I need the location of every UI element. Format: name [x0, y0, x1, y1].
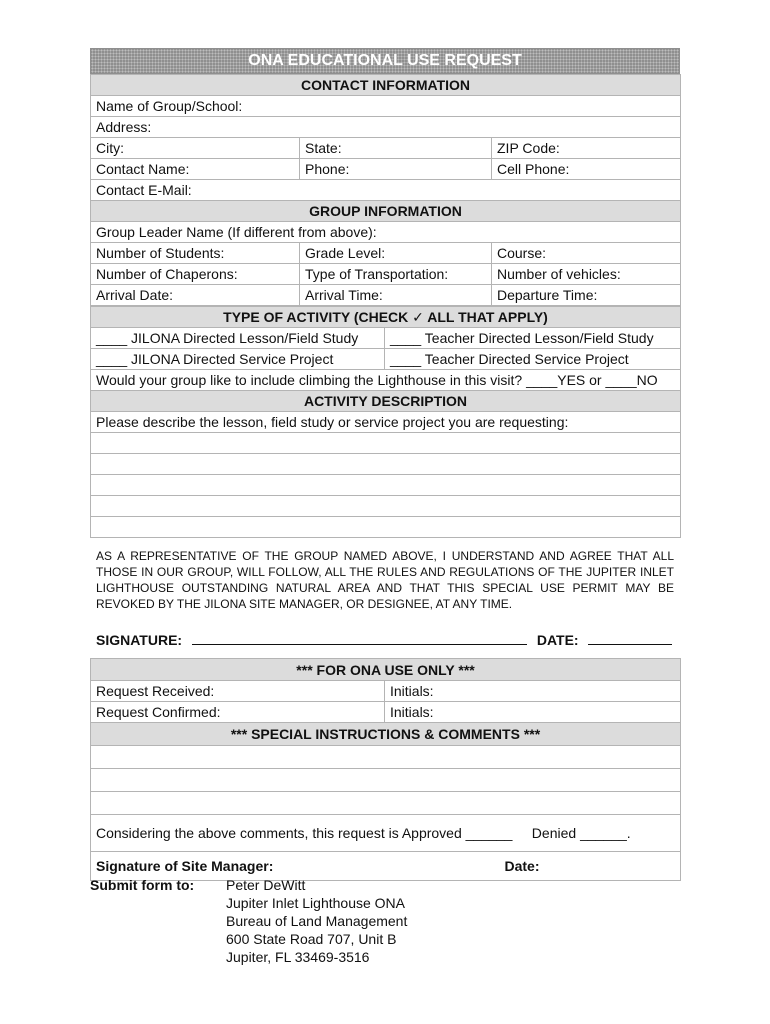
lighthouse-question[interactable]: Would your group like to include climbing the Lighthouse in this visit? ____YES or ____NO — [91, 370, 681, 391]
description-header: ACTIVITY DESCRIPTION — [91, 391, 681, 412]
signature-line[interactable] — [192, 630, 527, 645]
contact-name-field[interactable]: Contact Name: — [91, 159, 300, 180]
address-line: 600 State Road 707, Unit B — [226, 931, 397, 947]
description-line[interactable] — [91, 517, 681, 538]
zip-field[interactable]: ZIP Code: — [492, 138, 681, 159]
comments-line[interactable] — [91, 769, 681, 792]
site-manager-signature-field[interactable]: Signature of Site Manager: — [91, 852, 385, 881]
description-line[interactable] — [91, 496, 681, 517]
description-prompt: Please describe the lesson, field study or service project you are requesting: — [91, 412, 681, 433]
site-manager-date-field[interactable]: Date: — [385, 852, 681, 881]
description-line[interactable] — [91, 475, 681, 496]
description-line[interactable] — [91, 454, 681, 475]
request-form — [90, 48, 680, 538]
special-instructions-header: *** SPECIAL INSTRUCTIONS & COMMENTS *** — [91, 723, 681, 746]
form-table — [90, 74, 681, 306]
approval-row[interactable]: Considering the above comments, this request is Approved ______ Denied ______. — [91, 815, 681, 852]
description-line[interactable] — [91, 433, 681, 454]
comments-line[interactable] — [91, 792, 681, 815]
group-header: GROUP INFORMATION — [91, 201, 681, 222]
activity-header: TYPE OF ACTIVITY (CHECK ✓ ALL THAT APPLY) — [91, 307, 681, 328]
date-line[interactable] — [588, 630, 672, 645]
request-received-field[interactable]: Request Received: — [91, 681, 385, 702]
option-jilona-lesson[interactable]: ____ JILONA Directed Lesson/Field Study — [91, 328, 385, 349]
course-field[interactable]: Course: — [492, 243, 681, 264]
arrival-date-field[interactable]: Arrival Date: — [91, 285, 300, 306]
address-line: Peter DeWitt — [226, 877, 306, 893]
office-table — [90, 658, 681, 881]
agreement-text: AS A REPRESENTATIVE OF THE GROUP NAMED ABOVE, I UNDERSTAND AND AGREE THAT ALL THOSE IN OUR GROUP, WILL FOLLOW, ALL THE RULES AND REGULATIONS OF THE JUPITER INLET LIGHTHOUSE OUTSTANDING NATURAL AREA AND THAT THIS SPECIAL USE PERMIT MAY BE REVOKED BY THE JILONA SITE MANAGER, OR DESIGNEE, AT ANY TIME. — [96, 549, 674, 611]
signature-label: SIGNATURE: — [96, 632, 183, 648]
form-title: ONA EDUCATIONAL USE REQUEST — [90, 48, 680, 74]
group-name-field[interactable]: Name of Group/School: — [91, 96, 681, 117]
address-line: Jupiter, FL 33469-3516 — [226, 949, 370, 965]
submit-address — [226, 876, 407, 966]
arrival-time-field[interactable]: Arrival Time: — [300, 285, 492, 306]
vehicles-field[interactable]: Number of vehicles: — [492, 264, 681, 285]
departure-time-field[interactable]: Departure Time: — [492, 285, 681, 306]
option-jilona-service[interactable]: ____ JILONA Directed Service Project — [91, 349, 385, 370]
contact-header: CONTACT INFORMATION — [91, 75, 681, 96]
comments-line[interactable] — [91, 746, 681, 769]
date-label: DATE: — [536, 632, 579, 648]
transport-field[interactable]: Type of Transportation: — [300, 264, 492, 285]
submit-label: Submit form to: — [90, 877, 195, 893]
address-line: Bureau of Land Management — [226, 913, 408, 929]
request-confirmed-field[interactable]: Request Confirmed: — [91, 702, 385, 723]
chaperons-field[interactable]: Number of Chaperons: — [91, 264, 300, 285]
city-field[interactable]: City: — [91, 138, 300, 159]
activity-table — [90, 306, 681, 538]
state-field[interactable]: State: — [300, 138, 492, 159]
cell-phone-field[interactable]: Cell Phone: — [492, 159, 681, 180]
option-teacher-service[interactable]: ____ Teacher Directed Service Project — [385, 349, 681, 370]
option-teacher-lesson[interactable]: ____ Teacher Directed Lesson/Field Study — [385, 328, 681, 349]
email-field[interactable]: Contact E-Mail: — [91, 180, 681, 201]
group-leader-field[interactable]: Group Leader Name (If different from above): — [91, 222, 681, 243]
signature-row — [96, 630, 672, 648]
students-field[interactable]: Number of Students: — [91, 243, 300, 264]
office-header: *** FOR ONA USE ONLY *** — [91, 659, 681, 681]
initials-confirmed-field[interactable]: Initials: — [385, 702, 681, 723]
address-field[interactable]: Address: — [91, 117, 681, 138]
phone-field[interactable]: Phone: — [300, 159, 492, 180]
office-use-section — [90, 658, 680, 881]
grade-field[interactable]: Grade Level: — [300, 243, 492, 264]
initials-received-field[interactable]: Initials: — [385, 681, 681, 702]
address-line: Jupiter Inlet Lighthouse ONA — [226, 895, 405, 911]
